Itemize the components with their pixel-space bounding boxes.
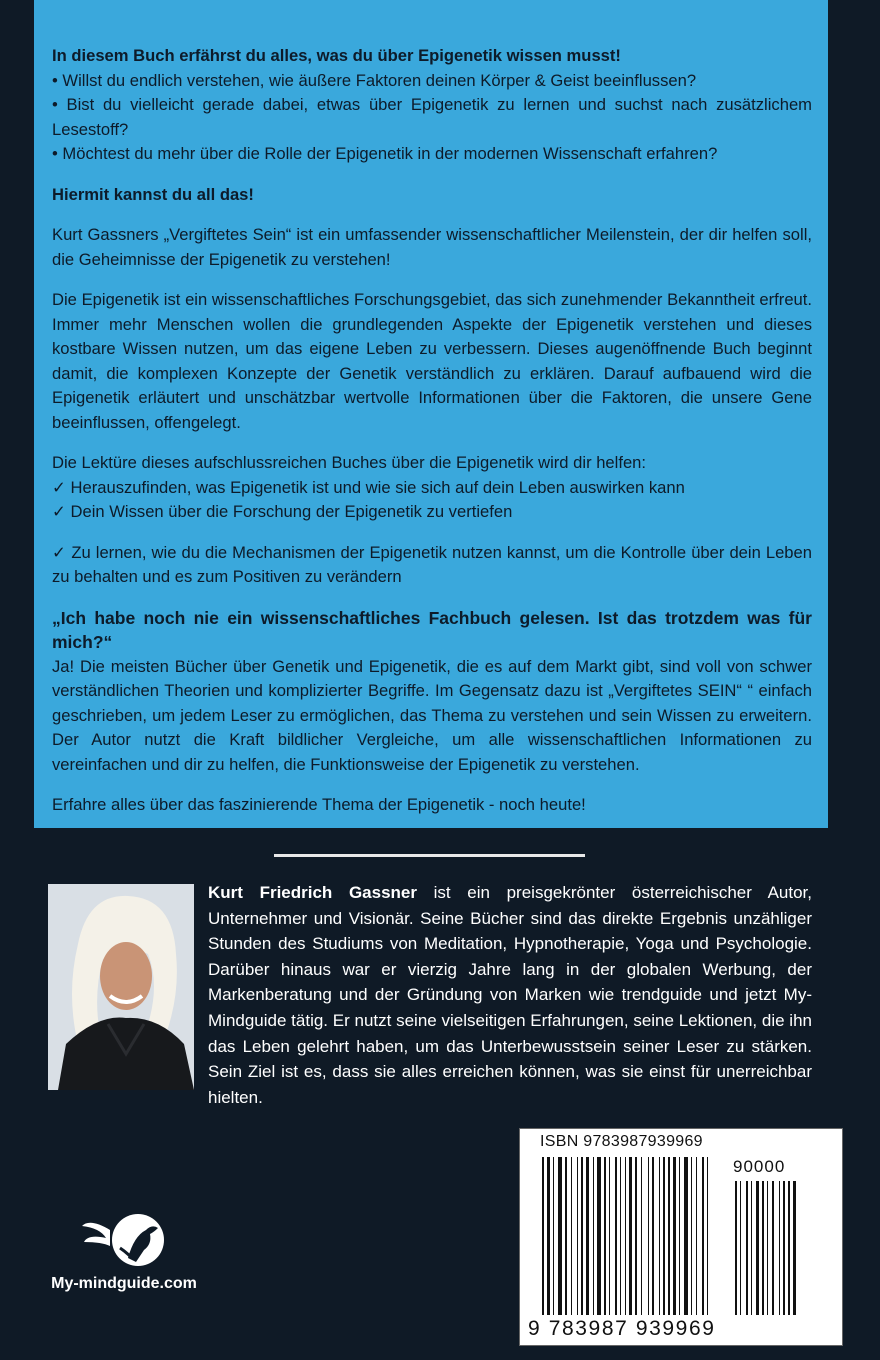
bullet-item: • Möchtest du mehr über die Rolle der Epigenetik in der modernen Wissenschaft erfahren? (52, 144, 718, 163)
check-item: ✓ Dein Wissen über die Forschung der Epigenetik zu vertiefen (52, 502, 513, 521)
publisher-logo (40, 1200, 220, 1310)
paragraph-intro: Kurt Gassners „Vergiftetes Sein“ ist ein umfassender wissenschaftlicher Meilenstein, der dir helfen soll, die Geheimnisse der Epigenetik zu verstehen! (52, 225, 812, 269)
author-portrait-icon (48, 884, 194, 1090)
benefits-intro: Die Lektüre dieses aufschlussreichen Buches über die Epigenetik wird dir helfen: (52, 453, 647, 472)
author-photo (48, 884, 194, 1090)
price-code: 90000 (733, 1157, 786, 1176)
bullet-item: • Bist du vielleicht gerade dabei, etwas über Epigenetik zu lernen und suchst nach zusätzlichem Lesestoff? (52, 95, 812, 139)
headline: In diesem Buch erfährst du alles, was du über Epigenetik wissen musst! (52, 46, 621, 65)
subheadline: Hiermit kannst du all das! (52, 184, 254, 204)
isbn-label: ISBN 9783987939969 (540, 1133, 703, 1150)
paragraph-epigenetics: Die Epigenetik ist ein wissenschaftliches Forschungsgebiet, das sich zunehmender Bekanntheit erfreut. Immer mehr Menschen wollen die grundlegenden Aspekte der Epigenetik verstehen und dieses kostbare Wissen nutzen, um das eigene Leben zu verbessern. Dieses augenöffnende Buch beginnt damit, die komplexen Konzepte der Genetik verständlich zu erklären. Darauf aufbauend wird die Epigenetik erläutert und unschätzbar wertvolle Informationen über die Faktoren, die unsere Gene beeinflussen, offengelegt. (52, 290, 812, 432)
barcode-digits: 9 783987 939969 (528, 1317, 716, 1340)
answer-paragraph: Ja! Die meisten Bücher über Genetik und Epigenetik, die es auf dem Markt gibt, sind voll von schwer verständlichen Theorien und komplizierter Begriffe. Im Gegensatz dazu ist „Vergiftetes SEIN“ “ einfach geschrieben, um jedem Leser zu ermöglichen, das Thema zu verstehen und sein Wissen zu erweitern. Der Autor nutzt die Kraft bildlicher Vergleiche, um alle wissenschaftlichen Informationen zu vereinfachen und dir zu helfen, die Funktionsweise der Epigenetik zu verstehen. (52, 656, 812, 774)
question-heading: „Ich habe noch nie ein wissenschaftliches Fachbuch gelesen. Ist das trotzdem was für mich?“ (52, 607, 812, 652)
publisher-url: My-mindguide.com (51, 1275, 197, 1292)
description-text (52, 44, 812, 834)
pegasus-logo-icon (40, 1200, 208, 1278)
benefits-list (52, 451, 812, 525)
divider-line (274, 854, 585, 857)
closing-line: Erfahre alles über das faszinierende Thema der Epigenetik - noch heute! (52, 795, 586, 814)
bullet-list (52, 69, 812, 167)
barcode-bars-icon (520, 1129, 842, 1345)
check-item: ✓ Zu lernen, wie du die Mechanismen der Epigenetik nutzen kannst, um die Kontrolle über dein Leben zu behalten und es zum Positiven zu verändern (52, 542, 812, 586)
check-item: ✓ Herauszufinden, was Epigenetik ist und wie sie sich auf dein Leben auswirken kann (52, 477, 685, 497)
author-bio-text: ist ein preisgekrönter österreichischer Autor, Unternehmer und Visionär. Seine Bücher sind das direkte Ergebnis unzähliger Stunden des Studiums von Meditation, Hypnotherapie, Yoga und Psychologie. Darüber hinaus war er vierzig Jahre lang in der globalen Werbung, der Markenberatung und der Gründung von Marken wie trendguide und jetzt My-Mindguide tätig. Er nutzt seine vielseitigen Erfahrungen, seine Lektionen, die ihn das Leben gelehrt haben, um das Unterbewusstsein seiner Leser zu stärken. Sein Ziel ist es, dass sie alles erreichen können, was sie einst für unerreichbar hielten. (208, 883, 812, 1107)
bullet-item: • Willst du endlich verstehen, wie äußere Faktoren deinen Körper & Geist beeinflussen? (52, 70, 697, 90)
isbn-barcode (519, 1128, 843, 1346)
author-name: Kurt Friedrich Gassner (208, 883, 417, 902)
author-bio (208, 880, 812, 1110)
